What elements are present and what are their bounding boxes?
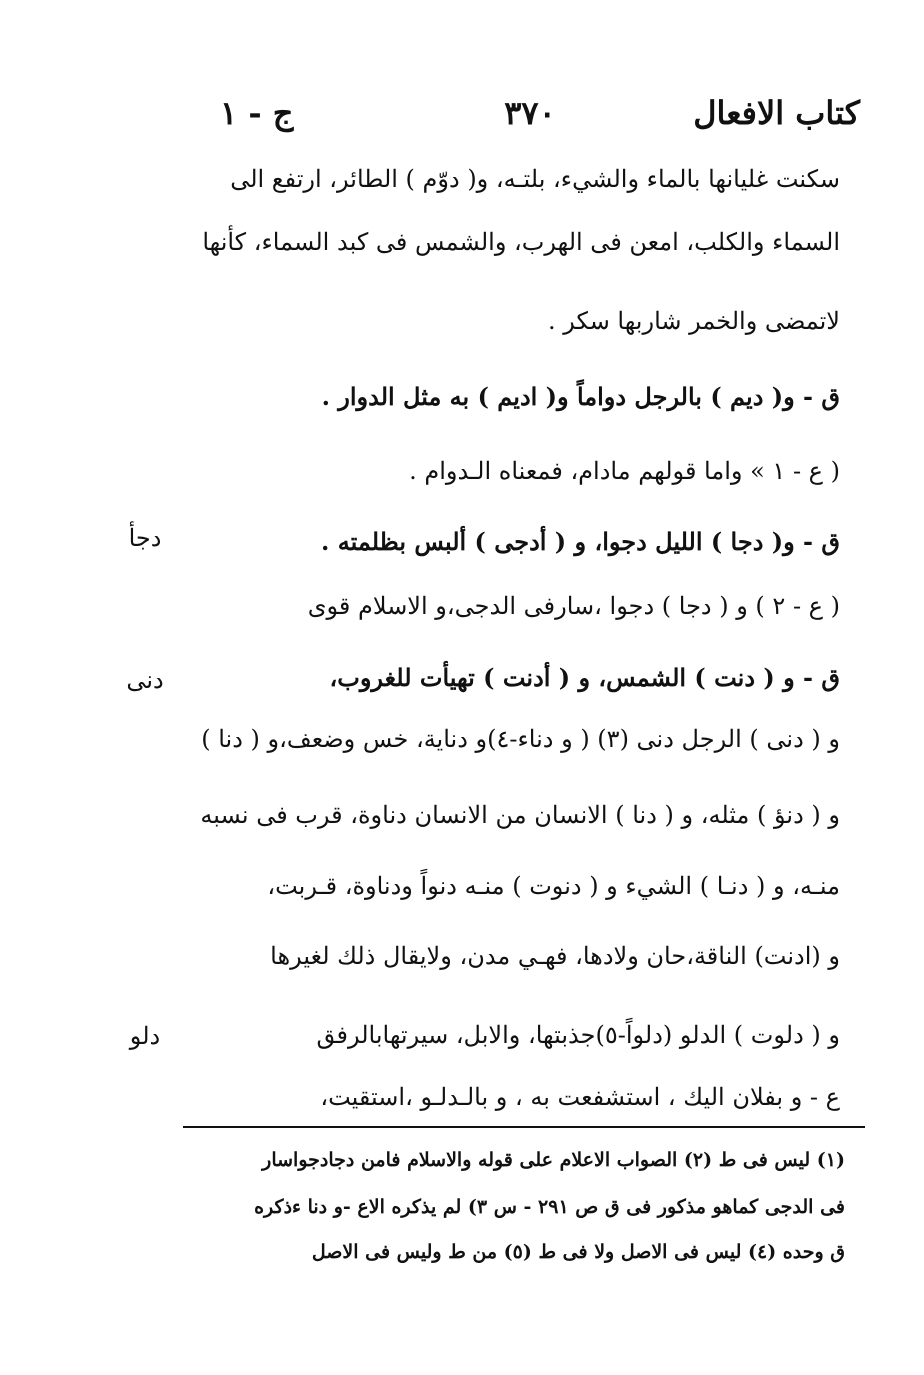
- volume-label: ج - ١: [220, 94, 294, 132]
- book-title: كتاب الافعال: [693, 94, 860, 132]
- text-line: سكنت غليانها بالماء والشيء، بلتـه، و( دوّم ) الطائر، ارتفع الى: [230, 165, 840, 193]
- text-line: السماء والكلب، امعن فى الهرب، والشمس فى كبد السماء، كأنها: [202, 228, 840, 256]
- text-line: و (ادنت) الناقة،حان ولادها، فهـي مدن، ولايقال ذلك لغيرها: [270, 942, 840, 970]
- footnote-line: (١) ليس فى ط (٢) الصواب الاعلام على قوله والاسلام فامن دجادجواسار: [262, 1149, 845, 1171]
- margin-root-word: دجأ: [128, 524, 162, 552]
- footnote-line: ق وحده (٤) ليس فى الاصل ولا فى ط (٥) من ط وليس فى الاصل: [311, 1241, 845, 1263]
- page-header: [200, 88, 860, 138]
- text-line: و ( دلوت ) الدلو (دلواً-٥)جذبتها، والابل، سيرتهابالرفق: [316, 1021, 840, 1049]
- page-number: ٣٧٠: [504, 94, 556, 132]
- text-line: و ( دنؤ ) مثله، و ( دنا ) الانسان من الانسان دناوة، قرب فى نسبه: [200, 801, 840, 829]
- footnote-divider: [183, 1126, 865, 1128]
- text-line: منـه، و ( دنـا ) الشيء و ( دنوت ) منـه دنواً ودناوة، قـربت،: [267, 872, 840, 900]
- entry-line: ق - و( دجا ) الليل دجوا، و ( أدجى ) ألبس بظلمته .: [321, 527, 840, 556]
- entry-line: ق - و ( دنت ) الشمس، و ( أدنت ) تهيأت للغروب،: [329, 663, 840, 692]
- text-line: لاتمضى والخمر شاربها سكر .: [547, 307, 840, 335]
- footnote-line: فى الدجى كماهو مذكور فى ق ص ٢٩١ - س ٣) لم يذكره الاع -و دنا ءذكره: [254, 1196, 845, 1218]
- text-line: و ( دنى ) الرجل دنى (٣) ( و دناء-٤)و دناية، خس وضعف،و ( دنا ): [201, 725, 840, 753]
- entry-line: ق - و( ديم ) بالرجل دواماً و( اديم ) به مثل الدوار .: [321, 382, 840, 411]
- text-line: ( ع - ٢ ) و ( دجا ) دجوا ،سارفى الدجى،و الاسلام قوى: [307, 592, 840, 620]
- margin-root-word: دنى: [126, 666, 164, 694]
- margin-root-word: دلو: [129, 1022, 161, 1050]
- text-line: ع - و بفلان اليك ، استشفعت به ، و بالـدلـو ،استقيت،: [320, 1083, 840, 1111]
- text-line: ( ع - ١ » واما قولهم مادام، فمعناه الـدوام .: [409, 457, 840, 485]
